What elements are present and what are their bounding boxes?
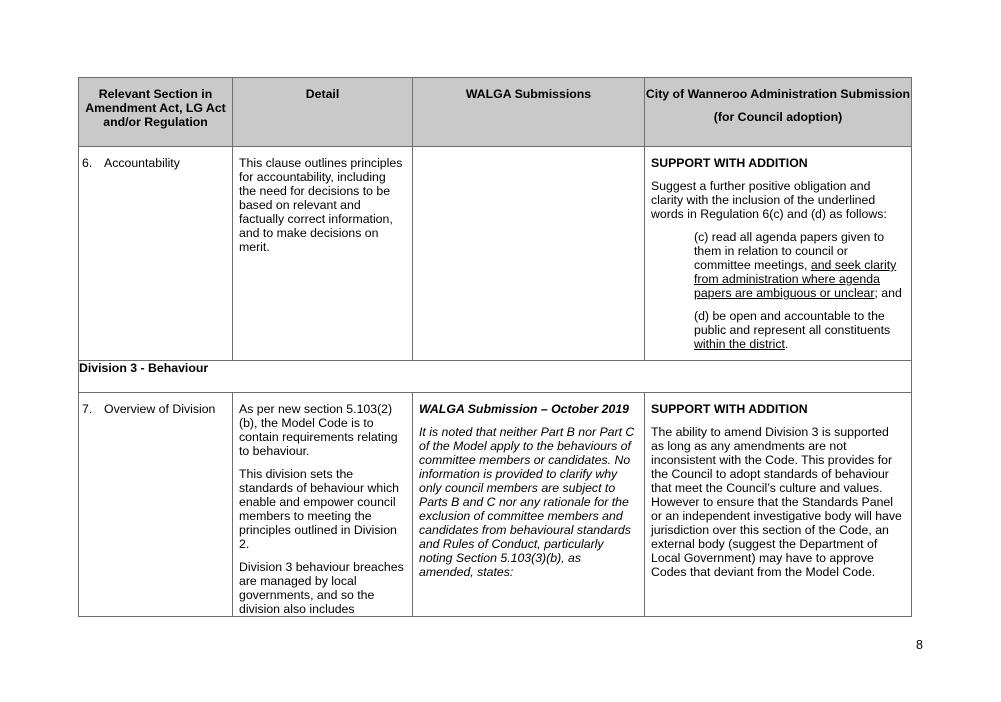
header-city: [645, 78, 912, 147]
row-detail-p3: Division 3 behaviour breaches are managed by local governments, and so the division also includes: [239, 560, 404, 616]
row-section-label: [79, 147, 232, 170]
walga-title: WALGA Submission – October 2019: [419, 402, 630, 416]
header-city-title: City of Wanneroo Administration Submission: [645, 87, 911, 101]
header-city-subtitle: (for Council adoption): [713, 110, 843, 124]
row-section-label: [79, 393, 232, 416]
regulation-c: (c) read all agenda papers given to them in relation to council or committee meetings, and seek clarity from administration where agenda papers are ambiguous or unclear; and: [694, 230, 902, 300]
row-walga: [413, 147, 644, 156]
header-section: Relevant Section in Amendment Act, LG Act and/or Regulation: [79, 78, 233, 147]
row-heading: SUPPORT WITH ADDITION: [651, 402, 808, 416]
walga-text: It is noted that neither Part B nor Part C of the Model apply to the behaviours of committee members or candidates. No information is provided to clarify why only council members are subject to Parts B and C nor any rationale for the exclusion of committee members and candidates from behavioural standards and Rules of Conduct, particularly noting Section 5.103(3)(b), as amended, states:: [419, 425, 635, 579]
page-number: 8: [916, 638, 923, 652]
table-row: [79, 393, 912, 617]
row-heading: SUPPORT WITH ADDITION: [651, 156, 808, 170]
header-detail: Detail: [233, 78, 413, 147]
row-number: 7.: [82, 402, 93, 416]
table-row: [79, 147, 912, 361]
row-detail-p2: This division sets the standards of behaviour which enable and empower council members to meeting the principles outlined in Division 2.: [239, 467, 399, 551]
row-section: Accountability: [104, 156, 180, 170]
row-intro: Suggest a further positive obligation and clarity with the inclusion of the underlined words in Regulation 6(c) and (d) as follows:: [651, 179, 887, 221]
row-section: Overview of Division: [104, 402, 216, 416]
division-row: [79, 361, 912, 393]
submission-table: [78, 77, 912, 617]
header-row: [79, 78, 912, 147]
row-number: 6.: [82, 156, 93, 170]
row-detail: This clause outlines principles for accountability, including the need for decisions to be based on relevant and factually correct information, and to make decisions on merit.: [239, 156, 403, 254]
regulation-d: (d) be open and accountable to the public and represent all constituents within the district.: [694, 309, 891, 351]
division-heading: Division 3 - Behaviour: [79, 361, 912, 393]
row-detail-p1: As per new section 5.103(2)(b), the Model Code is to contain requirements relating to behaviour.: [239, 402, 398, 458]
row-text: The ability to amend Division 3 is supported as long as any amendments are not inconsistent with the Code. This provides for the Council to adopt standards of behaviour that meet the Council’s culture and values. However to ensure that the Standards Panel or an independent investigative body will have jurisdiction over this section of the Code, an external body (suggest the Department of Local Government) may have to approve Codes that deviant from the Model Code.: [651, 425, 902, 579]
header-walga: WALGA Submissions: [413, 78, 645, 147]
